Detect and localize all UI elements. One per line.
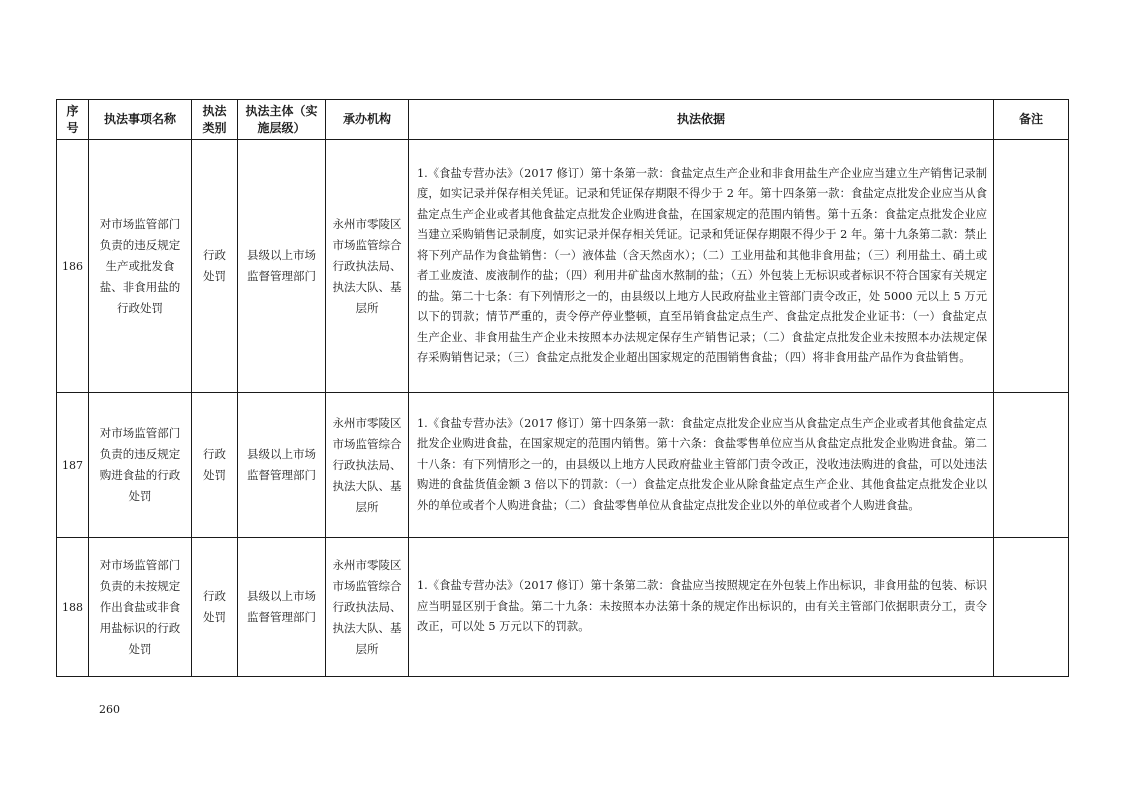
law-enforcement-table bbox=[56, 99, 1069, 677]
row-subject: 县级以上市场监督管理部门 bbox=[238, 538, 326, 677]
row-item-name: 对市场监管部门负责的违反规定购进食盐的行政处罚 bbox=[89, 393, 192, 538]
row-basis: 1.《食盐专营办法》（2017 修订）第十条第一款：食盐定点生产企业和非食用盐生产企业应当建立生产销售记录制度，如实记录并保存相关凭证。记录和凭证保存期限不得少于 2 年。第十四条第一款：食盐定点批发企业应当从食盐定点生产企业或者其他食盐定点批发企业购进食盐，在国家规定的范围内销售。第十五条：食盐定点批发企业应当建立采购销售记录制度，如实记录并保存相关凭证。记录和凭证保存期限不得少于 2 年。第十九条第二款：禁止将下列产品作为食盐销售：（一）液体盐（含天然卤水）；（二）工业用盐和其他非食用盐；（三）利用盐土、硝土或者工业废渣、废液制作的盐；（四）利用井矿盐卤水熬制的盐；（五）外包装上无标识或者标识不符合国家有关规定的盐。第二十七条：有下列情形之一的，由县级以上地方人民政府盐业主管部门责令改正，处 5000 元以上 5 万元以下的罚款；情节严重的，责令停产停业整顿，直至吊销食盐定点生产、食盐定点批发企业证书：（一）食盐定点生产企业、非食用盐生产企业未按照本办法规定保存生产销售记录；（二）食盐定点批发企业未按照本办法规定保存采购销售记录；（三）食盐定点批发企业超出国家规定的范围销售食盐；（四）将非食用盐产品作为食盐销售。 bbox=[409, 140, 994, 393]
page-number: 260 bbox=[99, 703, 120, 716]
header-category: 执法类别 bbox=[192, 100, 238, 140]
header-subject: 执法主体（实施层级） bbox=[238, 100, 326, 140]
row-category: 行政处罚 bbox=[192, 538, 238, 677]
row-agency: 永州市零陵区市场监管综合行政执法局、执法大队、基层所 bbox=[326, 393, 409, 538]
header-remark: 备注 bbox=[994, 100, 1069, 140]
row-item-name: 对市场监管部门负责的未按规定作出食盐或非食用盐标识的行政处罚 bbox=[89, 538, 192, 677]
table-row bbox=[57, 140, 1069, 393]
row-category: 行政处罚 bbox=[192, 140, 238, 393]
row-remark bbox=[994, 538, 1069, 677]
row-seq: 186 bbox=[57, 140, 89, 393]
table-row bbox=[57, 538, 1069, 677]
row-remark bbox=[994, 393, 1069, 538]
row-subject: 县级以上市场监督管理部门 bbox=[238, 140, 326, 393]
header-agency: 承办机构 bbox=[326, 100, 409, 140]
row-agency: 永州市零陵区市场监管综合行政执法局、执法大队、基层所 bbox=[326, 140, 409, 393]
row-basis: 1.《食盐专营办法》（2017 修订）第十条第二款：食盐应当按照规定在外包装上作出标识，非食用盐的包装、标识应当明显区别于食盐。第二十九条：未按照本办法第十条的规定作出标识的，由有关主管部门依据职责分工，责令改正，可以处 5 万元以下的罚款。 bbox=[409, 538, 994, 677]
row-seq: 188 bbox=[57, 538, 89, 677]
row-basis: 1.《食盐专营办法》（2017 修订）第十四条第一款：食盐定点批发企业应当从食盐定点生产企业或者其他食盐定点批发企业购进食盐，在国家规定的范围内销售。第十六条：食盐零售单位应当从食盐定点批发企业购进食盐。第二十八条：有下列情形之一的，由县级以上地方人民政府盐业主管部门责令改正，没收违法购进的食盐，可以处违法购进的食盐货值金额 3 倍以下的罚款：（一）食盐定点批发企业从除食盐定点生产企业、其他食盐定点批发企业以外的单位或者个人购进食盐；（二）食盐零售单位从食盐定点批发企业以外的单位或者个人购进食盐。 bbox=[409, 393, 994, 538]
header-item-name: 执法事项名称 bbox=[89, 100, 192, 140]
row-subject: 县级以上市场监督管理部门 bbox=[238, 393, 326, 538]
row-item-name: 对市场监管部门负责的违反规定生产或批发食盐、非食用盐的行政处罚 bbox=[89, 140, 192, 393]
row-category: 行政处罚 bbox=[192, 393, 238, 538]
table-header-row bbox=[57, 100, 1069, 140]
row-remark bbox=[994, 140, 1069, 393]
header-seq: 序号 bbox=[57, 100, 89, 140]
table-row bbox=[57, 393, 1069, 538]
header-basis: 执法依据 bbox=[409, 100, 994, 140]
row-agency: 永州市零陵区市场监管综合行政执法局、执法大队、基层所 bbox=[326, 538, 409, 677]
row-seq: 187 bbox=[57, 393, 89, 538]
